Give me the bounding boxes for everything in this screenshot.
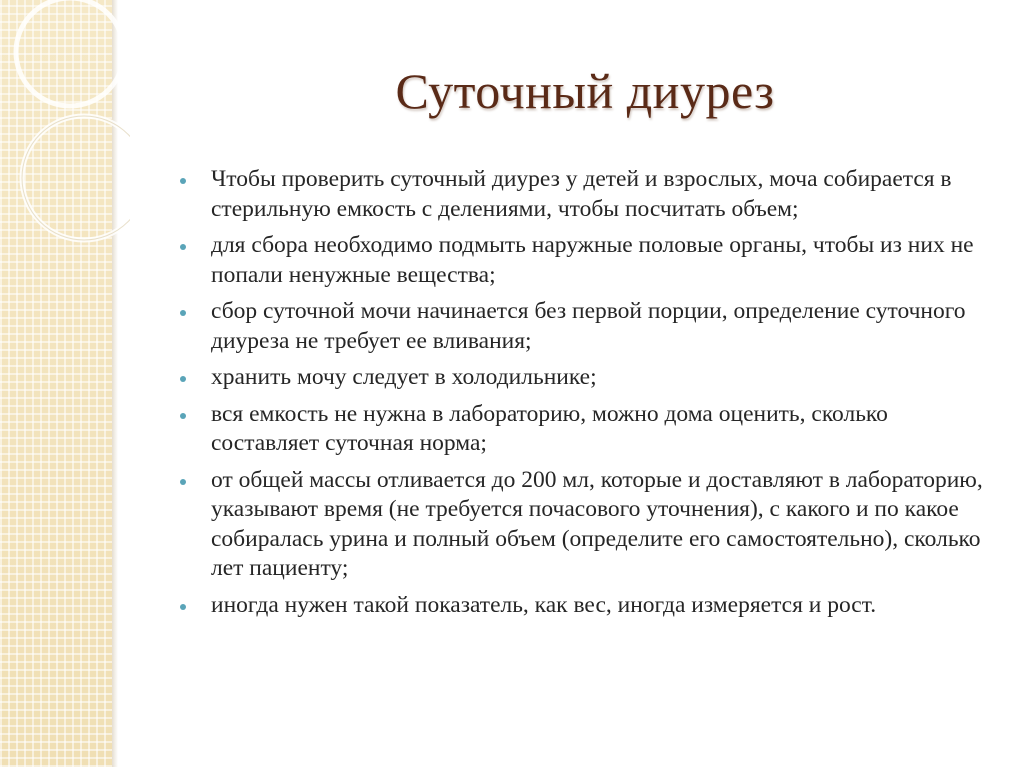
bullet-dot-icon [180, 604, 186, 610]
decorative-rings [0, 0, 130, 260]
bullet-dot-icon [180, 479, 186, 485]
bullet-item [180, 400, 1000, 459]
bullet-text: от общей массы отливается до 200 мл, которые и доставляют в лабораторию, указывают время (не требуется почасового уточнения), с какого и по какое собиралась урина и полный объем (определите его самостоятельно), сколько лет пациенту; [211, 466, 983, 581]
bullet-dot-icon [180, 413, 186, 419]
bullet-item [180, 165, 1000, 224]
upper-ring [16, 0, 124, 106]
bullet-text: иногда нужен такой показатель, как вес, иногда измеряется и рост. [211, 591, 877, 618]
bullet-item [180, 297, 1000, 356]
lower-ring [22, 116, 130, 240]
bullet-text: для сбора необходимо подмыть наружные половые органы, чтобы из них не попали ненужные вещества; [211, 232, 974, 288]
bullet-text: сбор суточной мочи начинается без первой порции, определение суточного диуреза не требует ее вливания; [211, 298, 966, 354]
bullet-item [180, 466, 1000, 584]
bullet-dot-icon [180, 244, 186, 250]
bullet-dot-icon [180, 310, 186, 316]
slide-title: Суточный диурез [395, 63, 775, 119]
bullet-item [180, 231, 1000, 290]
bullet-list [180, 165, 1000, 627]
bullet-item [180, 591, 1000, 621]
bullet-text: Чтобы проверить суточный диурез у детей и взрослых, моча собирается в стерильную емкость с делениями, чтобы посчитать объем; [211, 166, 952, 222]
bullet-text: вся емкость не нужна в лабораторию, можно дома оценить, сколько составляет суточная норма; [211, 400, 888, 456]
bullet-dot-icon [180, 178, 186, 184]
bullet-item [180, 363, 1000, 393]
bullet-dot-icon [180, 376, 186, 382]
bullet-text: хранить мочу следует в холодильнике; [211, 364, 597, 390]
